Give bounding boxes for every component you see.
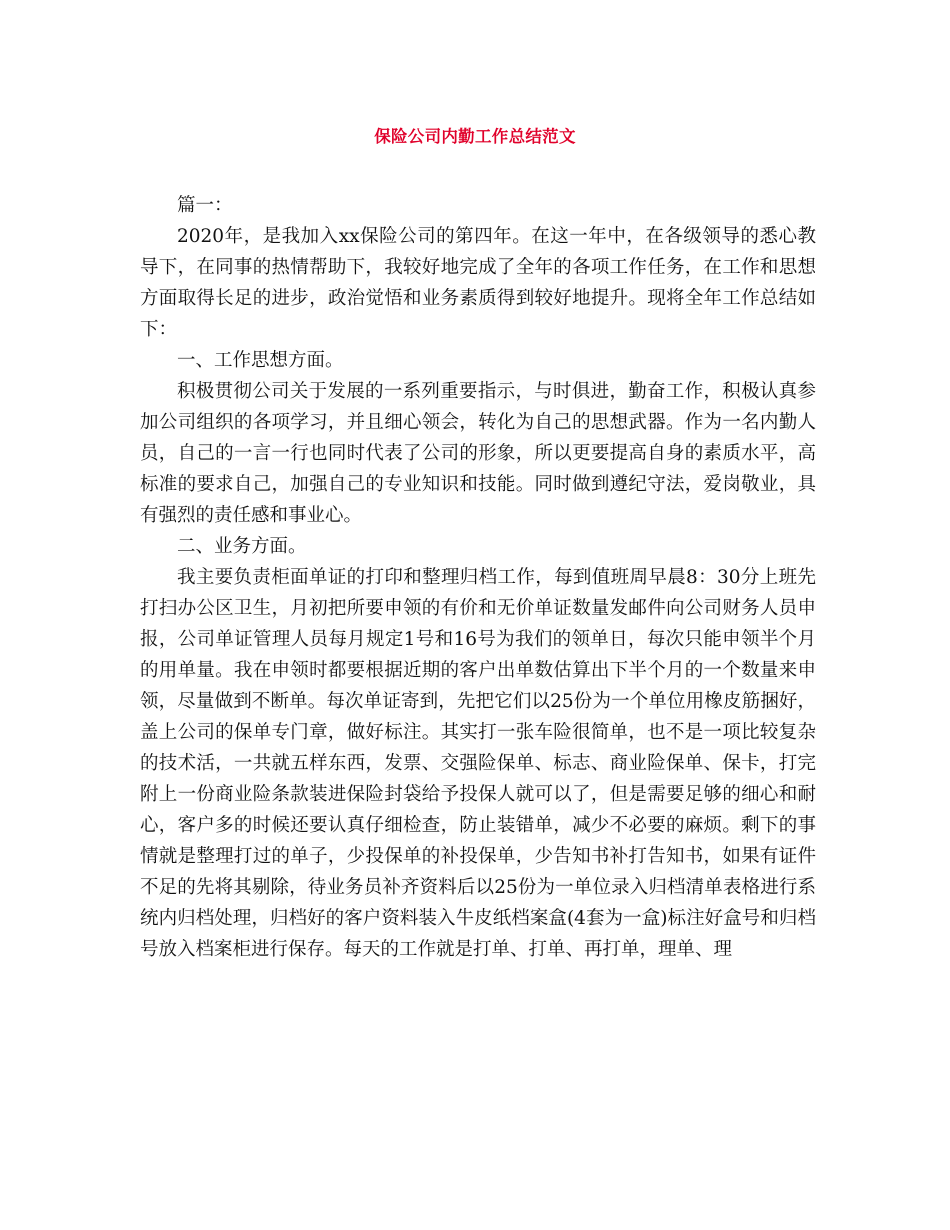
paragraph-intro: 2020年，是我加入xx保险公司的第四年。在这一年中，在各级领导的悉心教导下，在同事的热情帮助下，我较好地完成了全年的各项工作任务，在工作和思想方面取得长足的进步，政治觉悟和业务素质得到较好地提升。现将全年工作总结如下： bbox=[140, 226, 816, 340]
paragraph-section-1-body: 积极贯彻公司关于发展的一系列重要指示，与时俱进，勤奋工作，积极认真参加公司组织的各项学习，并且细心领会，转化为自己的思想武器。作为一名内勤人员，自己的一言一行也同时代表了公司的形象，所以更要提高自身的素质水平，高标准的要求自己，加强自己的专业知识和技能。同时做到遵纪守法，爱岗敬业，具有强烈的责任感和事业心。 bbox=[140, 381, 816, 526]
paragraph-section-1-heading: 一、工作思想方面。 bbox=[177, 350, 344, 371]
paragraph-heading-part-one: 篇一： bbox=[177, 195, 233, 216]
paragraph-section-2-body: 我主要负责柜面单证的打印和整理归档工作，每到值班周早晨8：30分上班先打扫办公区卫生，月初把所要申领的有价和无价单证数量发邮件向公司财务人员申报，公司单证管理人员每月规定1号和16号为我们的领单日，每次只能申领半个月的用单量。我在申领时都要根据近期的客户出单数估算出下半个月的一个数量来申领，尽量做到不断单。每次单证寄到，先把它们以25份为一个单位用橡皮筋捆好，盖上公司的保单专门章，做好标注。其实打一张车险很简单，也不是一项比较复杂的技术活，一共就五样东西，发票、交强险保单、标志、商业险保单、保卡，打完附上一份商业险条款装进保险封袋给予投保人就可以了，但是需要足够的细心和耐心，客户多的时候还要认真仔细检查，防止装错单，减少不必要的麻烦。剩下的事情就是整理打过的单子，少投保单的补投保单，少告知书补打告知书，如果有证件不足的先将其剔除，待业务员补齐资料后以25份为一单位录入归档清单表格进行系统内归档处理，归档好的客户资料装入牛皮纸档案盒(4套为一盒)标注好盒号和归档号放入档案柜进行保存。每天的工作就是打单、打单、再打单，理单、理 bbox=[140, 567, 816, 960]
document-body bbox=[140, 190, 816, 965]
paragraph-section-2-heading: 二、业务方面。 bbox=[177, 536, 307, 557]
page-title: 保险公司内勤工作总结范文 bbox=[374, 127, 576, 146]
